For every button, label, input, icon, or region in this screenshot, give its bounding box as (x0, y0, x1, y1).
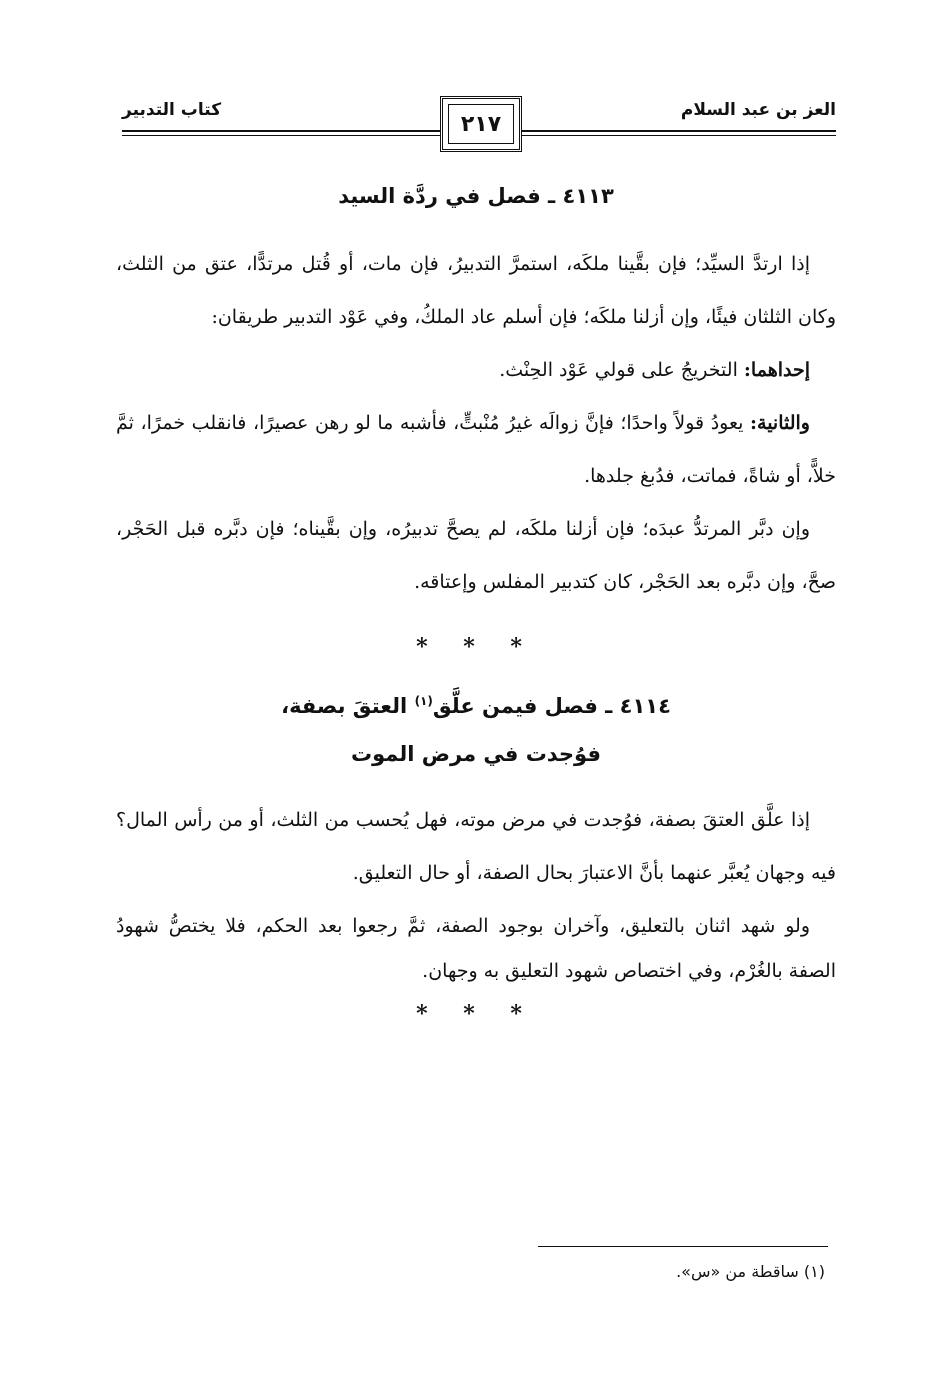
page-body (116, 176, 836, 1034)
paragraph (116, 397, 836, 503)
section-title-part: العتقَ بصفة، (281, 694, 408, 718)
paragraph: وإن دبَّر المرتدُّ عبدَه؛ فإن أزلنا ملكَه، لم يصحَّ تدبيرُه، وإن بقَّيناه؛ فإن دبَّره قبل الحَجْر، صحَّ، وإن دبَّره بعد الحَجْر، كان كتدبير المفلس وإعتاقه. (116, 518, 836, 593)
footnote-marker: (١) (414, 694, 433, 708)
running-header-author: العز بن عبد السلام (680, 100, 836, 120)
paragraph: إذا ارتدَّ السيِّد؛ فإن بقَّينا ملكَه، استمرَّ التدبيرُ، فإن مات، أو قُتل مرتدًّا، عتق من الثلث، وكان الثلثان فيئًا، وإن أزلنا ملكَه؛ فإن أسلم عاد الملكُ، وفي عَوْد التدبير طريقان: (116, 253, 836, 328)
paragraph-lead: والثانية: (750, 412, 810, 434)
paragraph-text: التخريجُ على قولي عَوْد الحِنْث. (499, 359, 738, 381)
section-title (116, 681, 836, 726)
footnote: (١) ساقطة من «س». (676, 1262, 825, 1281)
page-header (122, 88, 836, 158)
page-number-frame (440, 96, 522, 152)
paragraph: إذا علَّق العتقَ بصفة، فوُجدت في مرض موته، فهل يُحسب من الثلث، أو من رأس المال؟ فيه وجهان يُعبَّر عنهما بأنَّ الاعتبارَ بحال الصفة، أو حال التعليق. (116, 809, 836, 884)
section-title-part: ٤١١٤ ـ فصل فيمن علَّق (432, 694, 671, 718)
section-title: ٤١١٣ ـ فصل في ردَّة السيد (338, 184, 614, 208)
section-separator: * * * (416, 634, 536, 660)
paragraph-text: يعودُ قولاً واحدًا؛ فإنَّ زوالَه غيرُ مُنْبتٍّ، فأشبه ما لو رهن عصيرًا، فانقلب خمرًا، ثمَّ خلاًّ، أو شاةً، فماتت، فدُبغ جلدها. (116, 412, 836, 487)
paragraph (116, 344, 836, 397)
running-header-book: كتاب التدبير (122, 100, 222, 120)
section-separator: * * * (416, 1001, 536, 1027)
section-title-block (116, 681, 836, 774)
paragraph: ولو شهد اثنان بالتعليق، وآخران بوجود الصفة، ثمَّ رجعوا بعد الحكم، فلا يختصُّ شهودُ الصفة بالغُرْم، وفي اختصاص شهود التعليق به وجهان. (116, 915, 836, 982)
section-title-line2: فوُجدت في مرض الموت (351, 742, 601, 766)
page-number: ٢١٧ (448, 104, 514, 144)
paragraph-lead: إحداهما: (743, 359, 810, 381)
footnote-rule (538, 1246, 828, 1247)
